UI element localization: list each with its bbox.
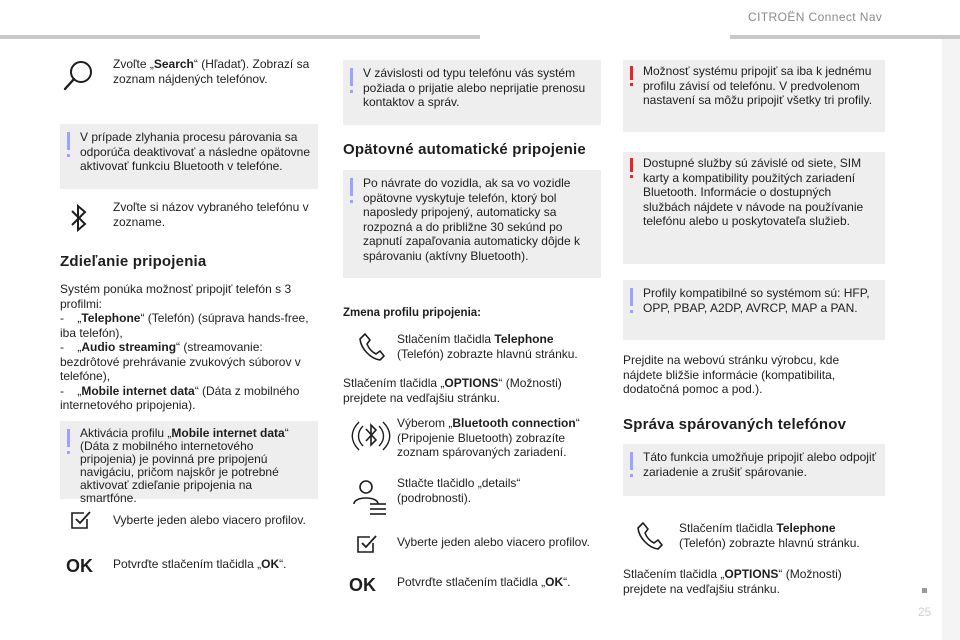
confirm-step-text: Potvrďte stlačením tlačidla „OK“. <box>113 557 287 571</box>
warning-icon <box>630 66 633 80</box>
profile-item: - „Audio streaming“ (streamovanie: bezdrôtové prehrávanie zvukových súborov v telefóne), <box>60 340 301 383</box>
page-header-title: CITROËN Connect Nav <box>748 10 883 24</box>
confirm-step-text-2: Potvrďte stlačením tlačidla „OK“. <box>397 575 571 589</box>
sharing-intro: Systém ponúka možnosť pripojiť telefón s 3 profilmi: - „Telephone“ (Telefón) (súprava hands-free, iba telefón), - „Audio streaming“ (streamovanie: bezdrôtové prehrávanie zvukových súborov v telefóne), - „Mobile internet data“ (Dáta z mobilného internetového pripojenia). <box>60 282 322 413</box>
search-icon <box>62 58 96 94</box>
profile-item: - „Mobile internet data“ (Dáta z mobilného internetového pripojenia). <box>60 383 300 412</box>
section-title-manage-paired: Správa spárovaných telefónov <box>623 416 847 433</box>
website-note: Prejdite na webovú stránku výrobcu, kde nájdete bližšie informácie (kompatibilita, dodatočná pomoc a pod.). <box>623 353 840 396</box>
ok-icon: OK <box>66 556 93 576</box>
ok-icon: OK <box>349 575 376 595</box>
info-mark <box>67 132 70 150</box>
info-box-phone-request: V závislosti od typu telefónu vás systém požiada o prijatie alebo neprijatie prenosu kontaktov a správ. <box>343 60 601 125</box>
chapter-marker <box>922 588 927 593</box>
info-box-mobile-data: Aktivácia profilu „Mobile internet data“ (Dáta z mobilného internetového pripojenia) je povinná pre pripojenú navigáciu, pričom najskôr je potrebné aktivovať zdieľanie pripojenia na smartfóne. <box>60 421 318 499</box>
bt-connection-step-text: Výberom „Bluetooth connection“ (Pripojenie Bluetooth) zobrazíte zoznam spárovaných zariadení. <box>397 416 580 459</box>
bluetooth-connection-icon <box>351 414 391 458</box>
section-title-sharing: Zdieľanie pripojenia <box>60 253 207 270</box>
select-profiles-step-text-2: Vyberte jeden alebo viacero profilov. <box>397 535 590 549</box>
telephone-icon <box>358 331 386 361</box>
info-mark <box>350 68 353 86</box>
options-step-text: Stlačením tlačidla „OPTIONS“ (Možnosti) prejdete na vedľajšiu stránku. <box>343 376 562 405</box>
info-box-pairing-fail: V prípade zlyhania procesu párovania sa odporúča deaktivovať a následne opätovne aktivovať funkciu Bluetooth v telefóne. <box>60 124 318 189</box>
warning-box-services: Dostupné služby sú závislé od siete, SIM karty a kompatibility použitých zariadení Bluetooth. Informácie o dostupných službách nájdete v návode na používanie telefónu alebo u poskytovateľa služieb. <box>623 152 885 264</box>
checkbox-icon <box>356 534 378 554</box>
bluetooth-icon <box>68 202 90 234</box>
section-title-auto-reconnect: Opätovné automatické pripojenie <box>343 141 586 158</box>
choose-phone-step-text: Zvoľte si názov vybraného telefónu v zozname. <box>113 200 309 229</box>
profile-item: - „Telephone“ (Telefón) (súprava hands-free, iba telefón), <box>60 311 309 340</box>
warning-box-one-profile: Možnosť systému pripojiť sa iba k jednému profilu závisí od telefónu. V predvolenom nastavení sa môžu pripojiť všetky tri profily. <box>623 60 885 132</box>
details-icon <box>352 474 388 518</box>
select-profiles-step-text: Vyberte jeden alebo viacero profilov. <box>113 513 306 527</box>
info-mark <box>630 452 633 470</box>
info-box-profiles: Profily kompatibilné so systémom sú: HFP, OPP, PBAP, A2DP, AVRCP, MAP a PAN. <box>623 280 885 340</box>
details-step-text: Stlačte tlačidlo „details“ (podrobnosti). <box>397 476 521 505</box>
telephone-icon <box>636 520 664 550</box>
info-box-auto-reconnect: Po návrate do vozidla, ak sa vo vozidle opätovne vyskytuje telefón, ktorý bol naposledy pripojený, automaticky sa rozpozná a do približne 30 sekúnd po zapnutí zapaľovania automaticky dôjde k spárovaniu (aktívny Bluetooth). <box>343 170 601 278</box>
info-mark <box>67 429 70 447</box>
telephone-step-text: Stlačením tlačidla Telephone (Telefón) zobrazte hlavnú stránku. <box>397 332 578 361</box>
options-step-text-2: Stlačením tlačidla „OPTIONS“ (Možnosti) prejdete na vedľajšiu stránku. <box>623 567 842 596</box>
info-box-manage: Táto funkcia umožňuje pripojiť alebo odpojiť zariadenie a zrušiť spárovanie. <box>623 444 885 496</box>
sidebar-strip <box>942 39 960 640</box>
page-number: 25 <box>918 605 932 619</box>
warning-icon <box>630 158 633 172</box>
info-mark <box>350 178 353 196</box>
checkbox-icon <box>70 510 92 530</box>
sub-title-change-profile: Zmena profilu pripojenia: <box>343 307 482 319</box>
info-mark <box>630 288 633 306</box>
header-rule-left <box>0 35 480 39</box>
header-rule-right <box>730 35 960 39</box>
search-step-text: Zvoľte „Search“ (Hľadať). Zobrazí sa zoznam nájdených telefónov. <box>113 57 310 86</box>
telephone-step-text-2: Stlačením tlačidla Telephone (Telefón) zobrazte hlavnú stránku. <box>679 521 860 550</box>
